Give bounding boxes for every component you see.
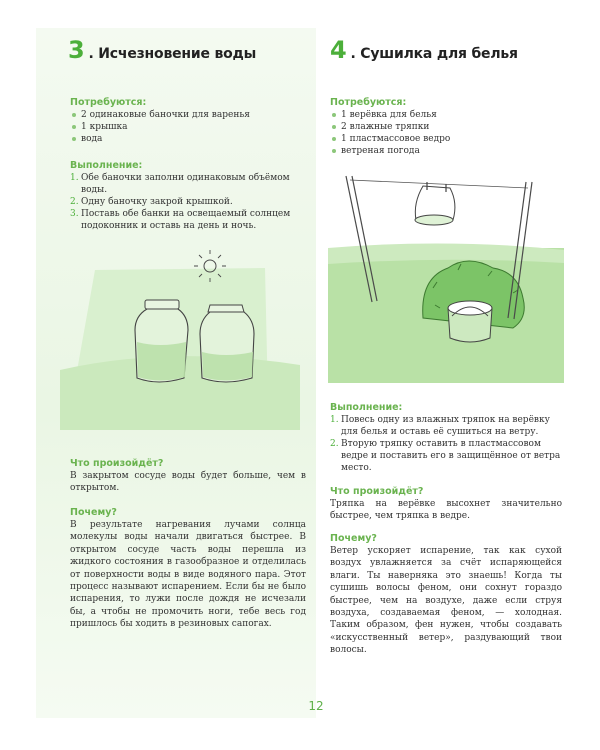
right-needs-heading: Потребуются:	[330, 97, 407, 108]
bucket	[448, 301, 492, 342]
list-item: 1 крышка	[70, 121, 310, 133]
left-needs-heading: Потребуются:	[70, 97, 147, 108]
step-number: 3.	[70, 209, 79, 219]
right-steps-list	[330, 414, 562, 474]
right-result-heading: Что произойдёт?	[330, 486, 424, 497]
list-item	[70, 196, 306, 208]
left-steps-list	[70, 172, 306, 232]
jars-illustration	[60, 250, 300, 430]
left-why-heading: Почему?	[70, 507, 117, 518]
step-text: Одну баночку закрой крышкой.	[81, 197, 233, 207]
right-why-text: Ветер ускоряет испарение, так как сухой воздух увлажняется за счёт испаряющейся влаги. Ты наверняка это знаешь! Когда ты сушишь волосы феном, они сохнут гораздо быстрее, чем на воздухе, даже если струя воздуха, создаваемая феном, — холодная. Таким образом, фен нужен, чтобы создавать «искусственный ветер», раздувающий твои волосы.	[330, 546, 562, 656]
left-needs-list	[70, 109, 310, 145]
page-number: 12	[308, 699, 324, 713]
list-item	[70, 172, 306, 196]
left-experiment-number: 3	[68, 36, 85, 64]
open-jar	[200, 305, 254, 382]
step-number: 1.	[330, 415, 339, 425]
step-text: Повесь одну из влажных тряпок на верёвку для белья и оставь её сушиться на ветру.	[341, 415, 550, 437]
right-steps-heading: Выполнение:	[330, 402, 403, 413]
step-text: Вторую тряпку оставить в пластмассовом ведре и поставить его в защищённое от ветра место.	[341, 439, 561, 473]
clothesline-illustration	[328, 168, 564, 383]
list-item	[70, 208, 306, 232]
left-steps-heading: Выполнение:	[70, 160, 143, 171]
step-text: Поставь обе банки на освещаемый солнцем подоконник и оставь на день и ночь.	[81, 209, 291, 231]
rag-on-line	[415, 182, 455, 225]
list-item: ветреная погода	[330, 145, 570, 157]
list-item	[330, 438, 562, 474]
list-item: 1 пластмассовое ведро	[330, 133, 570, 145]
right-result-text: Тряпка на верёвке высохнет значительно быстрее, чем тряпка в ведре.	[330, 499, 562, 522]
step-text: Обе баночки заполни одинаковым объёмом воды.	[81, 173, 290, 195]
list-item	[330, 414, 562, 438]
list-item: 2 одинаковые баночки для варенья	[70, 109, 310, 121]
right-title	[330, 36, 518, 64]
step-number: 1.	[70, 173, 79, 183]
step-number: 2.	[70, 197, 79, 207]
right-experiment-number: 4	[330, 36, 347, 64]
list-item: вода	[70, 133, 310, 145]
right-why-heading: Почему?	[330, 533, 377, 544]
left-title-text: . Исчезновение воды	[88, 46, 257, 62]
right-needs-list	[330, 109, 570, 157]
closed-jar	[135, 300, 188, 382]
left-title	[68, 36, 256, 64]
list-item: 2 влажные тряпки	[330, 121, 570, 133]
left-why-text: В результате нагревания лучами солнца молекулы воды начали двигаться быстрее. В открытом сосуде часть воды перешла из жидкого состояния в газообразное и отделилась от поверхности воды в виде водяного пара. Этот процесс называют испарением. Если бы не было испарения, то лужи после дождя не исчезали бы, а чтобы не промочить ноги, тебе весь год пришлось бы ходить в резиновых сапогах.	[70, 520, 306, 630]
list-item: 1 верёвка для белья	[330, 109, 570, 121]
left-result-text: В закрытом сосуде воды будет больше, чем в открытом.	[70, 471, 306, 494]
left-result-heading: Что произойдёт?	[70, 458, 164, 469]
right-title-text: . Сушилка для белья	[350, 46, 518, 62]
step-number: 2.	[330, 439, 339, 449]
